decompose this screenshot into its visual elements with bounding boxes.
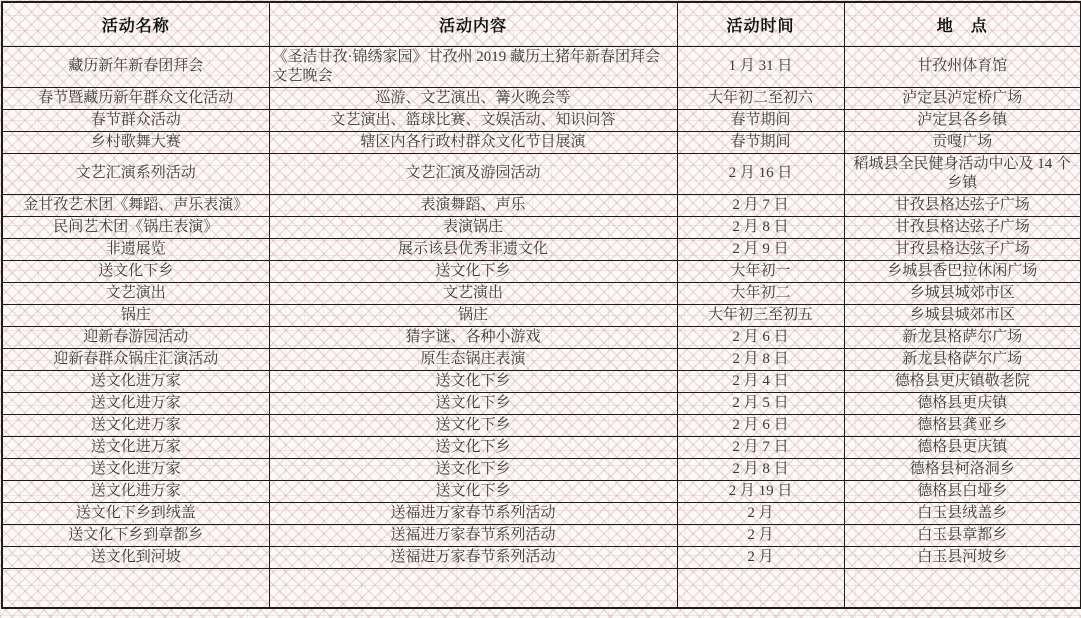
activity-content-cell: 送福进万家春节系列活动 [269,502,677,524]
activity-location-cell: 乡城县城郊市区 [844,282,1081,304]
activity-time-cell: 2 月 5 日 [677,392,844,414]
activity-time-cell: 2 月 6 日 [677,326,844,348]
activity-time-cell: 2 月 19 日 [677,480,844,502]
activity-name-cell: 送文化到河坡 [2,546,269,568]
activity-location-cell: 乡城县香巴拉休闲广场 [844,260,1081,282]
activity-location-cell: 甘孜县格达弦子广场 [844,238,1081,260]
activity-name-cell: 送文化进万家 [2,458,269,480]
activity-location-cell: 贡嘎广场 [844,131,1081,153]
activity-name-cell: 藏历新年新春团拜会 [2,46,269,87]
table-row [2,436,1081,458]
activity-time-cell: 2 月 16 日 [677,153,844,194]
activity-content-cell: 送福进万家春节系列活动 [269,546,677,568]
table-row [2,131,1081,153]
activity-location-cell [844,568,1081,608]
activity-location-cell: 新龙县格萨尔广场 [844,348,1081,370]
activity-name-cell [2,568,269,608]
activity-name-cell: 锅庄 [2,304,269,326]
activity-name-cell: 乡村歌舞大赛 [2,131,269,153]
activity-content-cell: 《圣洁甘孜·锦绣家园》甘孜州 2019 藏历土猪年新春团拜会文艺晚会 [269,46,677,87]
activity-time-cell: 大年初二 [677,282,844,304]
activity-location-cell: 白玉县章都乡 [844,524,1081,546]
activity-location-cell: 乡城县城郊市区 [844,304,1081,326]
activity-time-cell: 2 月 4 日 [677,370,844,392]
table-row [2,282,1081,304]
activity-content-cell: 送文化下乡 [269,370,677,392]
column-header-activity-name: 活动名称 [2,2,269,46]
activity-content-cell: 文艺演出 [269,282,677,304]
activities-table [1,1,1081,609]
activity-name-cell: 春节群众活动 [2,109,269,131]
activity-time-cell: 2 月 6 日 [677,414,844,436]
activity-name-cell: 文艺演出 [2,282,269,304]
activity-location-cell: 泸定县泸定桥广场 [844,87,1081,109]
table-row [2,304,1081,326]
activity-name-cell: 迎新春游园活动 [2,326,269,348]
table-row [2,414,1081,436]
activity-name-cell: 迎新春群众锅庄汇演活动 [2,348,269,370]
activity-time-cell: 大年初二至初六 [677,87,844,109]
table-row [2,480,1081,502]
activity-content-cell: 送文化下乡 [269,260,677,282]
activity-time-cell: 春节期间 [677,131,844,153]
table-row [2,458,1081,480]
activity-name-cell: 金甘孜艺术团《舞蹈、声乐表演》 [2,194,269,216]
activity-location-cell: 白玉县绒盖乡 [844,502,1081,524]
table-body [2,46,1081,608]
activity-name-cell: 送文化进万家 [2,436,269,458]
activity-content-cell: 巡游、文艺演出、篝火晚会等 [269,87,677,109]
column-header-activity-time: 活动时间 [677,2,844,46]
table-row [2,216,1081,238]
table-row [2,153,1081,194]
activity-time-cell: 2 月 9 日 [677,238,844,260]
activity-content-cell: 送文化下乡 [269,436,677,458]
activity-content-cell: 辖区内各行政村群众文化节目展演 [269,131,677,153]
activity-location-cell: 德格县更庆镇 [844,392,1081,414]
activity-content-cell: 猜字谜、各种小游戏 [269,326,677,348]
activity-content-cell: 表演舞蹈、声乐 [269,194,677,216]
table-row [2,502,1081,524]
activity-time-cell: 2 月 8 日 [677,216,844,238]
table-row [2,392,1081,414]
activity-time-cell: 2 月 8 日 [677,348,844,370]
table-row [2,524,1081,546]
table-row [2,46,1081,87]
activity-name-cell: 送文化下乡到章都乡 [2,524,269,546]
table-row [2,87,1081,109]
activity-time-cell: 春节期间 [677,109,844,131]
activity-name-cell: 送文化下乡 [2,260,269,282]
activity-location-cell: 甘孜县格达弦子广场 [844,194,1081,216]
activity-name-cell: 送文化进万家 [2,480,269,502]
activity-content-cell: 送文化下乡 [269,458,677,480]
activity-time-cell: 1 月 31 日 [677,46,844,87]
activity-content-cell [269,568,677,608]
table-row [2,194,1081,216]
activity-name-cell: 春节暨藏历新年群众文化活动 [2,87,269,109]
activity-time-cell: 大年初三至初五 [677,304,844,326]
activity-location-cell: 泸定县各乡镇 [844,109,1081,131]
activity-name-cell: 送文化进万家 [2,392,269,414]
activity-content-cell: 文艺演出、篮球比赛、文娱活动、知识问答 [269,109,677,131]
empty-partial-row [2,568,1081,608]
activity-time-cell: 2 月 [677,524,844,546]
header-row [2,2,1081,46]
activity-location-cell: 白玉县河坡乡 [844,546,1081,568]
activity-name-cell: 送文化进万家 [2,414,269,436]
table-row [2,348,1081,370]
activity-content-cell: 文艺汇演及游园活动 [269,153,677,194]
activity-location-cell: 新龙县格萨尔广场 [844,326,1081,348]
activity-location-cell: 稻城县全民健身活动中心及 14 个乡镇 [844,153,1081,194]
table-row [2,546,1081,568]
activity-location-cell: 德格县更庆镇敬老院 [844,370,1081,392]
activity-time-cell: 大年初一 [677,260,844,282]
activity-location-cell: 甘孜州体育馆 [844,46,1081,87]
column-header-location: 地 点 [844,2,1081,46]
activity-content-cell: 送文化下乡 [269,480,677,502]
activity-location-cell: 德格县白垭乡 [844,480,1081,502]
activity-location-cell: 德格县龚亚乡 [844,414,1081,436]
activity-name-cell: 文艺汇演系列活动 [2,153,269,194]
activity-content-cell: 展示该县优秀非遗文化 [269,238,677,260]
column-header-activity-content: 活动内容 [269,2,677,46]
activity-time-cell: 2 月 [677,546,844,568]
activity-name-cell: 非遗展览 [2,238,269,260]
table-row [2,238,1081,260]
activity-content-cell: 送福进万家春节系列活动 [269,524,677,546]
activity-time-cell: 2 月 [677,502,844,524]
activity-time-cell: 2 月 7 日 [677,194,844,216]
activity-content-cell: 送文化下乡 [269,392,677,414]
activity-name-cell: 民间艺术团《锅庄表演》 [2,216,269,238]
table-row [2,260,1081,282]
activity-content-cell: 送文化下乡 [269,414,677,436]
activity-content-cell: 原生态锅庄表演 [269,348,677,370]
activity-name-cell: 送文化下乡到绒盖 [2,502,269,524]
activity-time-cell [677,568,844,608]
activity-location-cell: 德格县更庆镇 [844,436,1081,458]
activity-content-cell: 锅庄 [269,304,677,326]
table-row [2,326,1081,348]
activity-name-cell: 送文化进万家 [2,370,269,392]
activity-location-cell: 德格县柯洛洞乡 [844,458,1081,480]
activity-location-cell: 甘孜县格达弦子广场 [844,216,1081,238]
activity-time-cell: 2 月 8 日 [677,458,844,480]
table-row [2,370,1081,392]
activity-content-cell: 表演锅庄 [269,216,677,238]
activity-time-cell: 2 月 7 日 [677,436,844,458]
table-row [2,109,1081,131]
